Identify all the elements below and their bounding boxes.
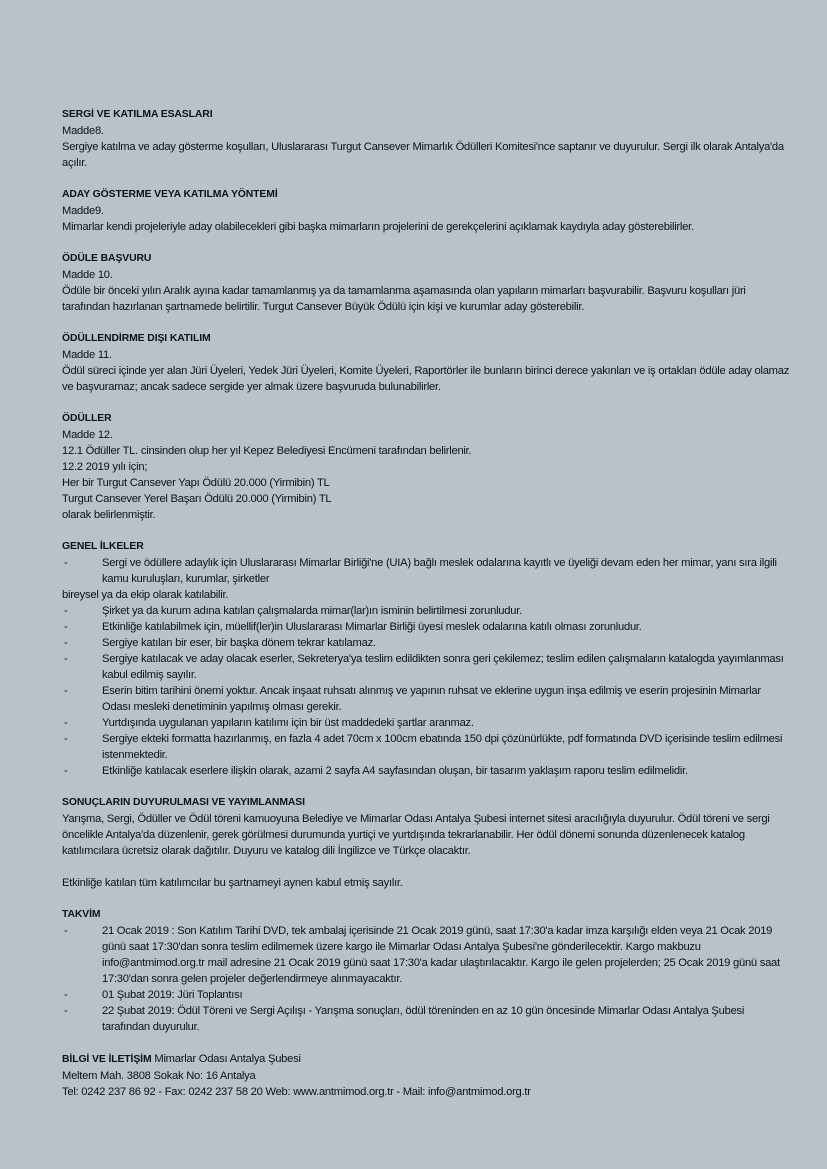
bullet-dash: - [64,685,68,697]
text-line: Turgut Cansever Yerel Başarı Ödülü 20.000 (Yirmibin) TL [62,493,332,505]
bullet-dash: - [64,765,68,777]
text-line: 12.1 Ödüller TL. cinsinden olup her yıl Kepez Belediyesi Encümeni tarafından belirlenir. [62,445,472,457]
section-iletisim [62,1051,792,1100]
bullet-item [62,683,792,715]
bullet-text: Sergiye katılan bir eser, bir başka dönem tekrar katılamaz. [102,637,376,649]
bullet-item [62,619,792,635]
section-oduller [62,411,792,523]
bullet-text: Etkinliğe katılabilmek için, müellif(ler)in Uluslararası Mimarlar Birliği üyesi meslek odalarına katılı olması zorunludur. [102,621,642,633]
bullet-text: Şirket ya da kurum adına katılan çalışmalarda mimar(lar)ın isminin belirtilmesi zorunludur. [102,605,522,617]
bullet-text: Sergi ve ödüllere adaylık için Uluslararası Mimarlar Birliği'ne (UIA) bağlı meslek odalarına kayıtlı ve üyeliği devam eden her mimar, yanı sıra ilgili kamu kuruluşları, kurumlar, şirketler [102,557,777,585]
text-line: Her bir Turgut Cansever Yapı Ödülü 20.000 (Yirmibin) TL [62,477,330,489]
madde-label: Madde9. [62,205,104,217]
text-line: olarak belirlenmiştir. [62,509,156,521]
contact-address: Meltem Mah. 3808 Sokak No: 16 Antalya [62,1070,256,1082]
bullet-item [62,603,792,619]
bullet-text: Sergiye katılacak ve aday olacak eserler, Sekreterya'ya teslim edildikten sonra geri çekilemez; teslim edilen çalışmaların katalogda yayımlanması kabul edilmiş sayılır. [102,653,784,681]
calendar-item [62,923,792,987]
bullet-item [62,731,792,763]
section-heading: SERGİ VE KATILMA ESASLARI [62,109,213,120]
bullet-text: Yurtdışında uygulanan yapıların katılımı için bir üst maddedeki şartlar aranmaz. [102,717,474,729]
section-heading: TAKVİM [62,909,101,920]
madde-label: Madde 10. [62,269,113,281]
document-body [62,107,792,1100]
section-text: Mimarlar kendi projeleriyle aday olabilecekleri gibi başka mimarların projelerini de gerekçelerini açıklamak kaydıyla aday gösterebilirler. [62,221,694,233]
section-sonuclar [62,795,792,859]
madde-label: Madde 11. [62,349,112,361]
bullet-item [62,715,792,731]
section-heading: ÖDÜLLER [62,413,112,424]
section-heading: ADAY GÖSTERME VEYA KATILMA YÖNTEMİ [62,189,278,200]
bullet-dash: - [64,717,68,729]
section-text: Yarışma, Sergi, Ödüller ve Ödül töreni kamuoyuna Belediye ve Mimarlar Odası Antalya Şubesi internet sitesi aracılığıyla duyurulur. Ödül töreni ve sergi öncelikle Antalya'da düzenlenir, gerek görülmesi durumunda yurtiçi ve yurtdışında tekrarlanabilir. Her ödül dönemi sonunda düzenlenecek katalog katılımcılara ücretsiz olarak dağıtılır. Duyuru ve katalog dili İngilizce ve Türkçe olacaktır. [62,813,770,857]
section-aday [62,187,792,235]
contact-org: Mimarlar Odası Antalya Şubesi [151,1053,301,1065]
section-text: Ödüle bir önceki yılın Aralık ayına kadar tamamlanmış ya da tamamlanma aşamasında olan yapıların mimarları başvurabilir. Başvuru koşulları jüri tarafından hazırlanan şartnamede belirtilir. Turgut Cansever Büyük Ödülü için kişi ve kurumlar aday gösterebilir. [62,285,746,313]
bullet-dash: - [64,637,68,649]
bullet-text: Sergiye ekteki formatta hazırlanmış, en fazla 4 adet 70cm x 100cm ebatında 150 dpi çözünürlükte, pdf formatında DVD içerisinde teslim edilmesi istenmektedir. [102,733,783,761]
section-kabul [62,875,792,891]
bullet-dash: - [64,1005,68,1017]
section-heading: SONUÇLARIN DUYURULMASI VE YAYIMLANMASI [62,797,305,808]
section-text: Sergiye katılma ve aday gösterme koşulları, Uluslararası Turgut Cansever Mimarlık Ödülleri Komitesi'nce saptanır ve duyurulur. Sergi ilk olarak Antalya'da açılır. [62,141,784,169]
bullet-dash: - [64,621,68,633]
contact-title-line [62,1051,792,1068]
madde-label: Madde8. [62,125,104,137]
bullet-dash: - [64,653,68,665]
section-text: Ödül süreci içinde yer alan Jüri Üyeleri, Yedek Jüri Üyeleri, Komite Üyeleri, Raportörler ile bunların birinci derece yakınları ve iş ortakları ödüle aday olamaz ve başvuramaz; ancak sadece sergide yer almak üzere başvuruda bulunabilirler. [62,365,790,393]
acceptance-text: Etkinliğe katılan tüm katılımcılar bu şartnameyi aynen kabul etmiş sayılır. [62,877,403,889]
bullet-item [62,763,792,779]
bullet-continuation: bireysel ya da ekip olarak katılabilir. [62,589,229,601]
section-heading: ÖDÜLLENDİRME DIŞI KATILIM [62,333,211,344]
bullet-item [62,651,792,683]
calendar-text: 21 Ocak 2019 : Son Katılım Tarihi DVD, tek ambalaj içerisinde 21 Ocak 2019 günü, saat 17:30'a kadar imza karşılığı elden veya 21 Ocak 2019 günü saat 17:30'dan sonra teslim edilmemek üzere kargo ile Mimarlar Odası Antalya Şubesi'ne gönderilecektir. Kargo makbuzu info@antmimod.org.tr mail adresine 21 Ocak 2019 günü saat 17:30'a kadar ulaştırılacaktır. Kargo ile gelen projelerden; 25 Ocak 2019 günü saat 17:30'dan sonra gelen projeler değerlendirmeye alınmayacaktır. [102,925,780,985]
section-takvim [62,907,792,1035]
calendar-text: 22 Şubat 2019: Ödül Töreni ve Sergi Açılışı - Yarışma sonuçları, ödül töreninden en az 10 gün öncesinde Mimarlar Odası Antalya Şubesi tarafından duyurulur. [102,1005,745,1033]
madde-label: Madde 12. [62,429,113,441]
bullet-text: Eserin bitim tarihini önemi yoktur. Ancak inşaat ruhsatı alınmış ve yapının ruhsat ve eklerine uygun inşa edilmiş ve eserin projesinin Mimarlar Odası mesleki denetiminin yapılmış olması gerekir. [102,685,761,713]
section-genel-ilkeler [62,539,792,779]
section-heading: GENEL İLKELER [62,541,144,552]
calendar-item [62,987,792,1003]
section-sergi [62,107,792,171]
bullet-text: Etkinliğe katılacak eserlere ilişkin olarak, azami 2 sayfa A4 sayfasından oluşan, bir tasarım yaklaşım raporu teslim edilmelidir. [102,765,688,777]
contact-label: BİLGİ VE İLETİŞİM [62,1054,152,1065]
text-line: 12.2 2019 yılı için; [62,461,148,473]
bullet-dash: - [64,733,68,745]
section-heading: ÖDÜLE BAŞVURU [62,253,152,264]
bullet-item [62,555,792,587]
bullet-item [62,635,792,651]
bullet-dash: - [64,989,68,1001]
section-basvuru [62,251,792,315]
bullet-dash: - [64,605,68,617]
calendar-item [62,1003,792,1035]
bullet-dash: - [64,925,68,937]
contact-details[interactable]: Tel: 0242 237 86 92 - Fax: 0242 237 58 20 Web: www.antmimod.org.tr - Mail: info@antmimod.org.tr [62,1086,531,1098]
calendar-text: 01 Şubat 2019: Jüri Toplantısı [102,989,243,1001]
section-odullendirme-disi [62,331,792,395]
bullet-dash: - [64,557,68,569]
